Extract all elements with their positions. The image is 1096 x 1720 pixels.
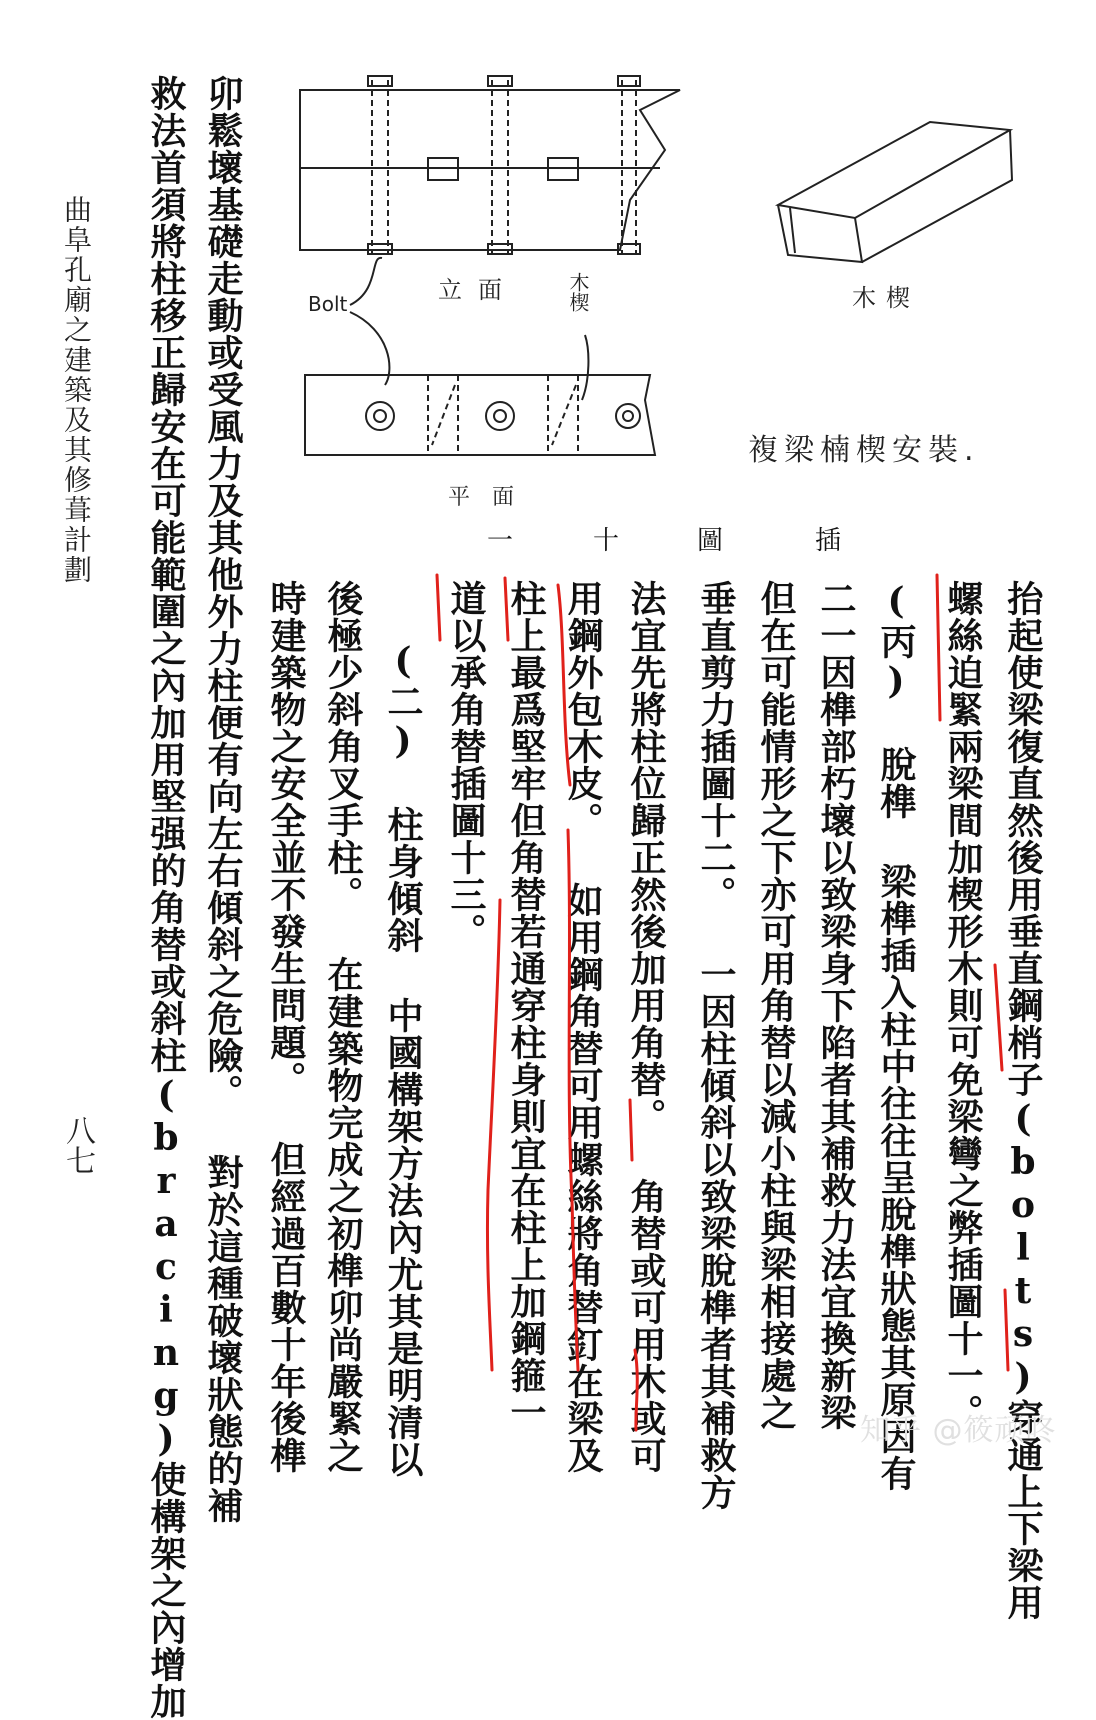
plan-label: 平面 <box>448 485 537 510</box>
wedge-label: 木楔 <box>852 284 920 312</box>
red-mark <box>630 1100 632 1160</box>
caption-char: 一 <box>487 526 514 556</box>
text-column: 道以承角替插圖十三。 <box>445 580 487 950</box>
text-column: 卯鬆壞基礎走動或受風力及其他外力柱便有向左右傾斜之危險。 對於這種破壞狀態的補 <box>202 75 244 1524</box>
text-column: 垂直剪力插圖十二。 一因柱傾斜以致梁脫榫者其補救方 <box>695 580 737 1511</box>
text-column: 用鋼外包木皮。 如用鋼角替可用螺絲將角替釘在梁及 <box>562 580 604 1474</box>
red-mark <box>635 1350 637 1430</box>
watermark: 知乎 @筱顽咚 <box>860 1413 1057 1448</box>
red-mark <box>437 575 440 640</box>
page-number: 八七 <box>60 1115 95 1175</box>
running-title: 曲阜孔廟之建築及其修葺計劃 <box>60 195 93 585</box>
text-column: 螺絲迫緊兩梁間加楔形木則可免梁彎之弊插圖十一。 <box>942 580 984 1431</box>
bolt-label: Bolt <box>308 292 348 316</box>
red-mark <box>995 965 1002 1070</box>
figure-title: 複梁楠楔安裝. <box>748 433 980 468</box>
text-column: 後極少斜角叉手柱。 在建築物完成之初榫卯尚嚴緊之 <box>322 580 364 1474</box>
red-mark <box>487 900 500 1370</box>
caption-char: 圖 <box>697 526 724 556</box>
caption-char: 十 <box>593 526 620 556</box>
text-column: (二) 柱身傾斜 中國構架方法內尤其是明清以 <box>382 640 424 1478</box>
text-column: 抬起使梁復直然後用垂直鋼梢子(bolts)穿通上下梁用 <box>1002 580 1044 1621</box>
red-mark <box>1005 1290 1008 1370</box>
text-column: 柱上最爲堅牢但角替若通穿柱身則宜在柱上加鋼箍一 <box>505 580 547 1431</box>
text-column: 但在可能情形之下亦可用角替以減小柱與梁相接處之 <box>755 580 797 1431</box>
caption-char: 插 <box>815 526 842 556</box>
red-mark <box>558 585 570 785</box>
red-mark <box>937 575 940 720</box>
wedge-pointer-label: 木楔 <box>566 272 590 312</box>
text-column: (丙) 脫榫 梁榫插入柱中往往呈脫榫狀態其原因有 <box>875 580 917 1492</box>
text-column: 時建築物之安全並不發生問題。 但經過百數十年後榫 <box>265 580 307 1474</box>
red-mark <box>568 830 578 1370</box>
text-column: 救法首須將柱移正歸安在可能範圍之內加用堅强的角替或斜柱(bracing)使構架之內增加 <box>145 75 187 1720</box>
red-mark <box>505 578 508 640</box>
text-column: 二一因榫部朽壞以致梁身下陷者其補救力法宜換新梁 <box>815 580 857 1431</box>
elevation-label: 立面 <box>438 276 518 304</box>
text-column: 法宜先將柱位歸正然後加用角替。 角替或可用木或可 <box>625 580 667 1474</box>
